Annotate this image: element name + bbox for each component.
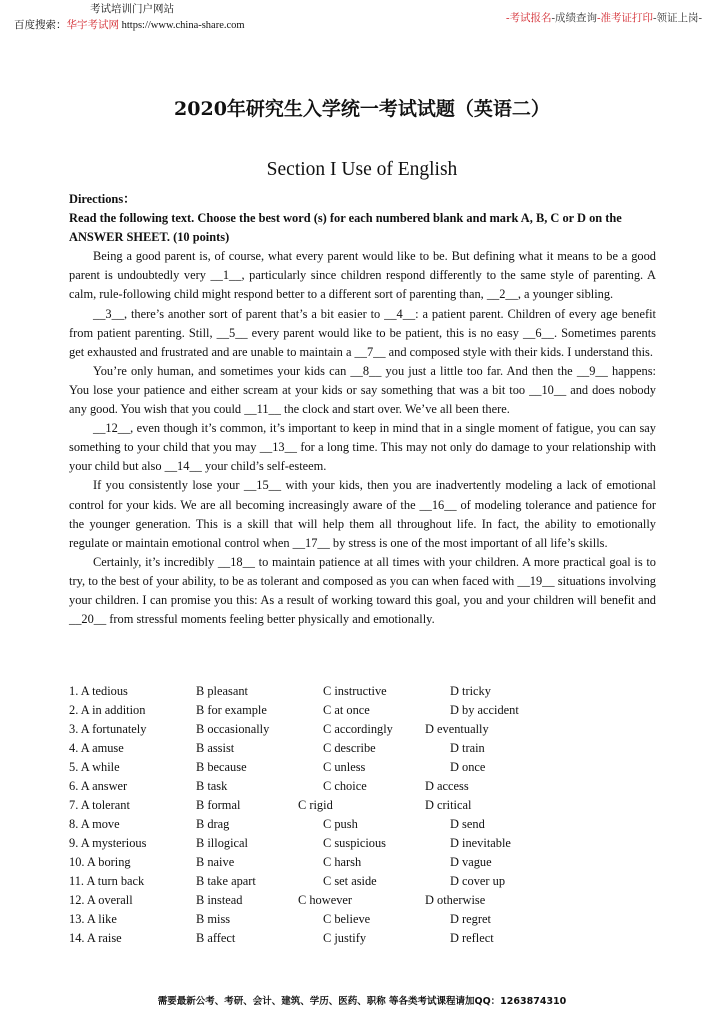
nav-register-link[interactable]: -考试报名 — [506, 13, 552, 24]
header-nav — [506, 10, 702, 25]
site-url[interactable]: https://www.china-share.com — [121, 20, 245, 31]
option-c: C describe — [323, 741, 376, 755]
option-b: B because — [196, 760, 247, 774]
paragraph: Being a good parent is, of course, what every parent would like to be. But defining what it means to be a good parent is undoubtedly very __1__, particularly since children respond differently to the same style of parenting. A calm, rule-following child might respond better to a different sort of parenting than, __2__, a younger sibling. — [69, 249, 656, 302]
brand-link[interactable]: 华宇考试网 — [66, 20, 119, 31]
paragraph: You’re only human, and sometimes your kids can __8__ you just a little too far. And then the __9__ happens: You lose your patience and either scream at your kids or say something that was a bit too __10__ and does nobody any good. You wish that you could __11__ the clock and start over. We’ve all been there. — [69, 363, 656, 417]
option-d: D cover up — [450, 874, 506, 888]
option-c: C unless — [323, 760, 366, 774]
option-b: B assist — [196, 741, 235, 755]
option-c: C at once — [323, 703, 370, 717]
option-c: C suspicious — [323, 836, 386, 850]
option-c: C rigid — [298, 798, 333, 812]
option-b: B pleasant — [196, 684, 248, 698]
option-a: 9. A mysterious — [69, 836, 147, 850]
option-b: B illogical — [196, 836, 248, 850]
option-row — [69, 834, 656, 853]
option-d: D tricky — [450, 684, 491, 698]
options-list — [69, 682, 656, 948]
paragraph: __3__, there’s another sort of parent that’s a bit easier to __4__: a patient parent. Children of every age benefit from patient parenting. Still, __5__ every parent would like to be patient, this is no easy __6__. Sometimes parents get exhausted and frustrated and are unable to maintain a __7__ and composed style with their kids. I understand this. — [69, 306, 656, 359]
option-row — [69, 910, 656, 929]
option-d: D regret — [450, 912, 491, 926]
option-row — [69, 739, 656, 758]
option-a: 7. A tolerant — [69, 798, 130, 812]
option-d: D otherwise — [425, 893, 486, 907]
option-c: C instructive — [323, 684, 387, 698]
option-a: 3. A fortunately — [69, 722, 147, 736]
option-row — [69, 701, 656, 720]
nav-cert-link[interactable]: -领证上岗- — [653, 13, 702, 24]
site-name: 考试培训门户网站 — [90, 4, 174, 15]
option-b: B naive — [196, 855, 235, 869]
option-row — [69, 777, 656, 796]
paragraph: Certainly, it’s incredibly __18__ to maintain patience at all times with your children. A more practical goal is to try, to the best of your ability, to be as tolerant and composed as you can when faced with __19__ situations involving your children. I can promise you this: As a result of working toward this goal, you and your children will benefit and __20__ from stressful moments feeling better physically and emotionally. — [69, 554, 656, 627]
option-b: B take apart — [196, 874, 256, 888]
option-b: B task — [196, 779, 228, 793]
option-a: 5. A while — [69, 760, 120, 774]
option-d: D once — [450, 760, 486, 774]
option-a: 4. A amuse — [69, 741, 124, 755]
option-a: 6. A answer — [69, 779, 128, 793]
directions-text: Read the following text. Choose the best word (s) for each numbered blank and mark A, B, C or D on the ANSWER SHEET. (10 points) — [69, 211, 622, 245]
option-b: B occasionally — [196, 722, 270, 736]
option-row — [69, 929, 656, 948]
option-d: D eventually — [425, 722, 489, 736]
option-d: D send — [450, 817, 485, 831]
option-row — [69, 891, 656, 910]
option-b: B miss — [196, 912, 231, 926]
section-title: Section I Use of English — [266, 159, 458, 180]
option-c: C however — [298, 893, 353, 907]
option-row — [69, 796, 656, 815]
option-c: C harsh — [323, 855, 362, 869]
page-header-left — [14, 2, 245, 34]
option-c: C justify — [323, 931, 367, 945]
option-d: D by accident — [450, 703, 519, 717]
search-label: 百度搜索： — [14, 20, 67, 31]
option-b: B formal — [196, 798, 241, 812]
option-b: B drag — [196, 817, 230, 831]
option-d: D access — [425, 779, 469, 793]
option-a: 12. A overall — [69, 893, 133, 907]
search-line — [14, 18, 245, 34]
option-row — [69, 720, 656, 739]
option-row — [69, 872, 656, 891]
option-a: 14. A raise — [69, 931, 122, 945]
option-a: 11. A turn back — [69, 874, 145, 888]
option-a: 1. A tedious — [69, 684, 128, 698]
option-d: D reflect — [450, 931, 494, 945]
directions-heading: Directions： — [69, 192, 136, 206]
option-b: B instead — [196, 893, 243, 907]
option-a: 10. A boring — [69, 855, 131, 869]
option-row — [69, 853, 656, 872]
option-a: 2. A in addition — [69, 703, 146, 717]
option-c: C accordingly — [323, 722, 393, 736]
option-a: 13. A like — [69, 912, 117, 926]
option-row — [69, 815, 656, 834]
exam-title: 2020年研究生入学统一考试试题（英语二） — [174, 98, 550, 120]
footer-note: 需要最新公考、考研、会计、建筑、学历、医药、职称 等各类考试课程请加QQ：1263874310 — [157, 996, 567, 1007]
option-row — [69, 682, 656, 701]
nav-scores-link[interactable]: -成绩查询 — [551, 13, 597, 24]
paragraph: If you consistently lose your __15__ with your kids, then you are inadvertently modeling a lack of emotional control for your kids. We are all becoming increasingly aware of the __16__ of modeling tolerance and patience for the younger generation. This is a skill that will help them all throughout life. In fact, the ability to emotionally regulate or maintain emotional control when __17__ by stress is one of the most important of all life’s skills. — [69, 478, 656, 550]
option-d: D critical — [425, 798, 472, 812]
option-row — [69, 758, 656, 777]
option-d: D inevitable — [450, 836, 511, 850]
nav-print-link[interactable]: -准考证打印 — [597, 13, 653, 24]
option-b: B for example — [196, 703, 267, 717]
option-c: C choice — [323, 779, 367, 793]
option-c: C believe — [323, 912, 371, 926]
option-c: C set aside — [323, 874, 377, 888]
option-d: D vague — [450, 855, 492, 869]
option-d: D train — [450, 741, 485, 755]
passage — [69, 190, 656, 629]
option-a: 8. A move — [69, 817, 120, 831]
option-c: C push — [323, 817, 358, 831]
option-b: B affect — [196, 931, 236, 945]
paragraph: __12__, even though it’s common, it’s important to keep in mind that in a single moment of fatigue, you can say something to your child that you may __13__ for a long time. This may not only do damage to your relationship with your child but also __14__ your child’s self-esteem. — [69, 421, 656, 474]
